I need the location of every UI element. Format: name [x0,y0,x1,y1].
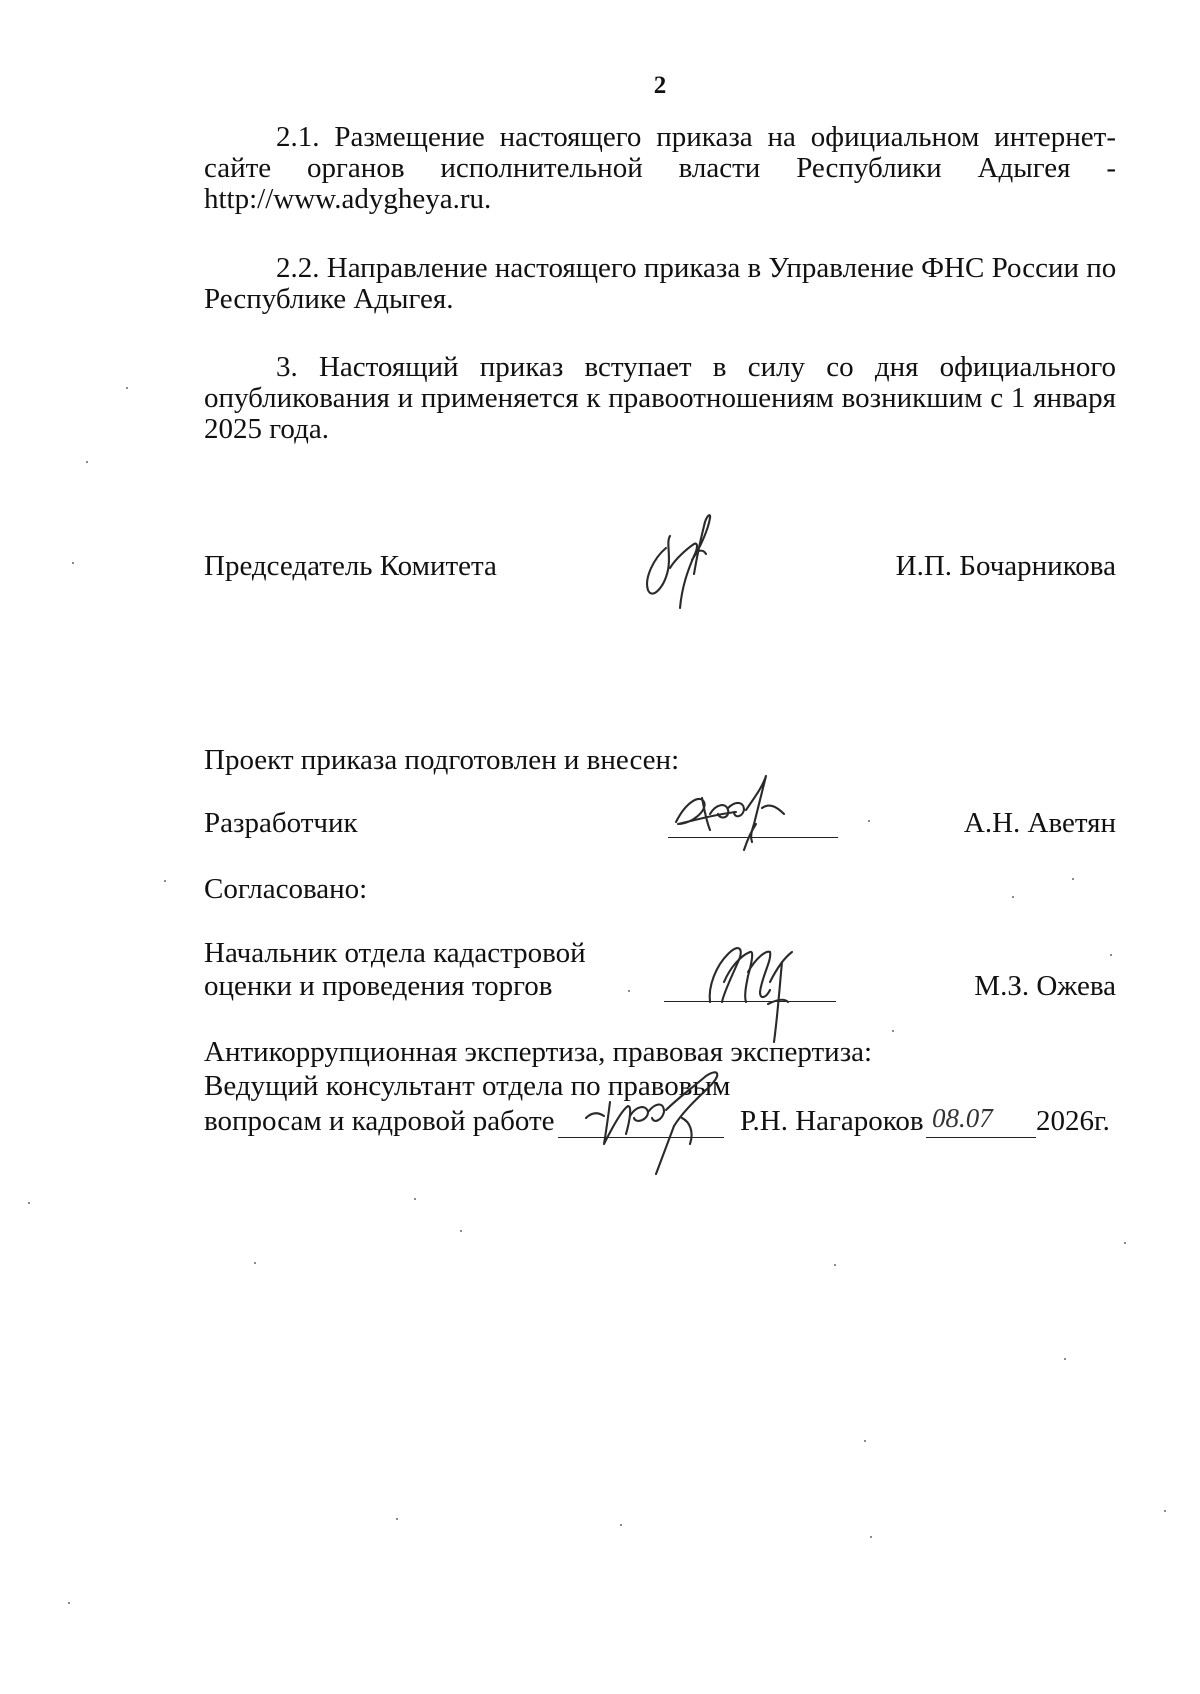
scan-speck [254,1262,256,1264]
scan-speck [86,461,88,463]
date-year: 2026г. [1036,1105,1110,1137]
chairman-signature [636,508,746,616]
scan-speck [1124,1242,1126,1244]
scan-speck [628,990,630,992]
scan-speck [892,1030,894,1032]
item-2-1-line-1: 2.1. Размещение настоящего приказа на официальном интернет- [276,121,1116,153]
head-role-line-2: оценки и проведения торгов [204,970,553,1002]
date-line [926,1137,1036,1138]
scan-speck [396,1518,398,1520]
handwritten-date: 08.07 [932,1103,993,1133]
scan-speck [834,1264,836,1266]
item-3-line-2: опубликования и применяется к правоотношениям возникшим с 1 января [204,382,1116,414]
scan-speck [1012,896,1014,898]
chairman-title: Председатель Комитета [204,550,497,582]
scan-speck [1110,954,1112,956]
item-2-1-line-3: http://www.adygheya.ru. [204,183,492,215]
item-2-1-line-2: сайте органов исполнительной власти Республики Адыгея - [204,152,1116,184]
page-number: 2 [653,72,667,99]
agreed-heading: Согласовано: [204,873,368,905]
consultant-role-line-2: вопросам и кадровой работе [204,1105,555,1137]
scan-speck [126,387,128,389]
scan-speck [28,1202,30,1204]
scan-speck [1164,1510,1166,1512]
scan-speck [164,880,166,882]
scan-speck [460,1230,462,1232]
item-2-2-line-1: 2.2. Направление настоящего приказа в Управление ФНС России по [276,252,1117,284]
developer-signature [666,768,846,864]
project-heading: Проект приказа подготовлен и внесен: [204,744,680,776]
scan-speck [868,820,870,822]
chairman-name: И.П. Бочарникова [895,550,1116,582]
developer-role: Разработчик [204,807,358,839]
item-2-2-line-2: Республике Адыгея. [204,283,454,315]
item-3-line-3: 2025 года. [204,413,329,445]
consultant-name: Р.Н. Нагароков [740,1105,924,1137]
scan-speck [864,1440,866,1442]
head-name: М.З. Ожева [974,970,1116,1002]
head-role-line-1: Начальник отдела кадастровой [204,937,586,969]
consultant-signature [582,1062,742,1180]
scan-speck [1072,878,1074,880]
developer-name: А.Н. Аветян [963,807,1116,839]
expertise-heading: Антикоррупционная экспертиза, правовая экспертиза: [204,1036,873,1068]
consultant-role-line-1: Ведущий консультант отдела по правовым [204,1070,731,1102]
item-3-line-1: 3. Настоящий приказ вступает в силу со дня официального [276,351,1116,383]
scan-speck [870,1536,872,1538]
scan-speck [620,1524,622,1526]
head-signature [700,902,820,1052]
scan-speck [1064,1358,1066,1360]
scan-speck [68,1602,70,1604]
scan-speck [72,562,74,564]
scan-speck [414,1198,416,1200]
